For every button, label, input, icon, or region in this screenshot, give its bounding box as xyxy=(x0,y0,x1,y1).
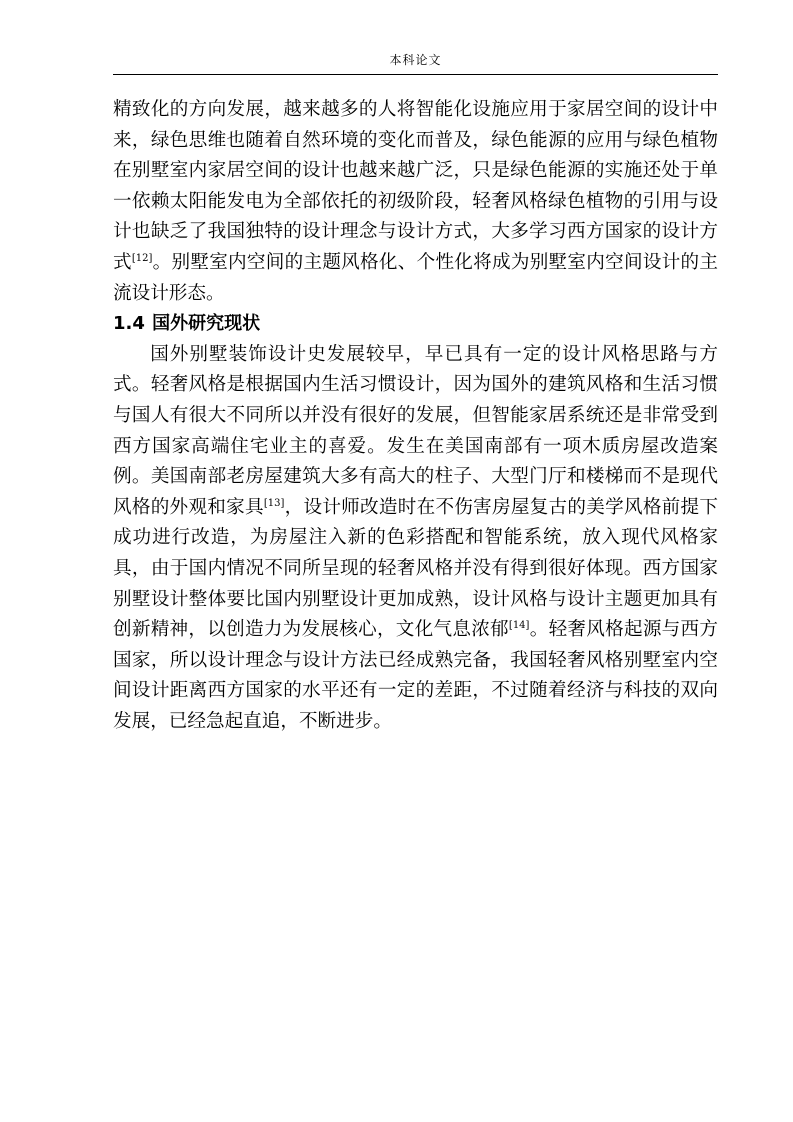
section-number: 1.4 xyxy=(113,313,145,335)
body-text xyxy=(113,95,718,737)
citation-13: [13] xyxy=(263,497,285,509)
paragraph-continued xyxy=(113,95,718,309)
paragraph-text: ，设计师改造时在不伤害房屋复古的美学风格前提下成功进行改造，为房屋注入新的色彩搭配和智能系统，放入现代风格家具，由于国内情况不同所呈现的轻奢风格并没有得到很好体现。西方国家别墅设计整体要比国内别墅设计更加成熟，设计风格与设计主题更加具有创新精神，以创造力为发展核心，文化气息浓郁 xyxy=(113,496,718,641)
paragraph-text: 精致化的方向发展，越来越多的人将智能化设施应用于家居空间的设计中来，绿色思维也随着自然环境的变化而普及，绿色能源的应用与绿色植物在别墅室内家居空间的设计也越来越广泛，只是绿色能源的实施还处于单一依赖太阳能发电为全部依托的初级阶段，轻奢风格绿色植物的引用与设计也缺乏了我国独特的设计理念与设计方式，大多学习西方国家的设计方式 xyxy=(113,99,718,273)
section-title: 国外研究现状 xyxy=(152,313,261,335)
paragraph-text: 。别墅室内空间的主题风格化、个性化将成为别墅室内空间设计的主流设计形态。 xyxy=(113,251,718,304)
section-heading xyxy=(113,309,718,340)
paragraph-text: 。轻奢风格起源与西方国家，所以设计理念与设计方法已经成熟完备，我国轻奢风格别墅室内空间设计距离西方国家的水平还有一定的差距，不过随着经济与科技的双向发展，已经急起直追，不断进步。 xyxy=(113,619,718,732)
header-divider xyxy=(113,74,718,75)
paragraph-main xyxy=(113,340,718,738)
paragraph-text: 国外别墅装饰设计史发展较早，早已具有一定的设计风格思路与方式。轻奢风格是根据国内生活习惯设计，因为国外的建筑风格和生活习惯与国人有很大不同所以并没有很好的发展，但智能家居系统还是非常受到西方国家高端住宅业主的喜爱。发生在美国南部有一项木质房屋改造案例。美国南部老房屋建筑大多有高大的柱子、大型门厅和楼梯而不是现代风格的外观和家具 xyxy=(113,343,718,518)
citation-12: [12] xyxy=(131,252,153,264)
citation-14: [14] xyxy=(508,620,530,632)
running-header: 本科论文 xyxy=(389,53,442,67)
